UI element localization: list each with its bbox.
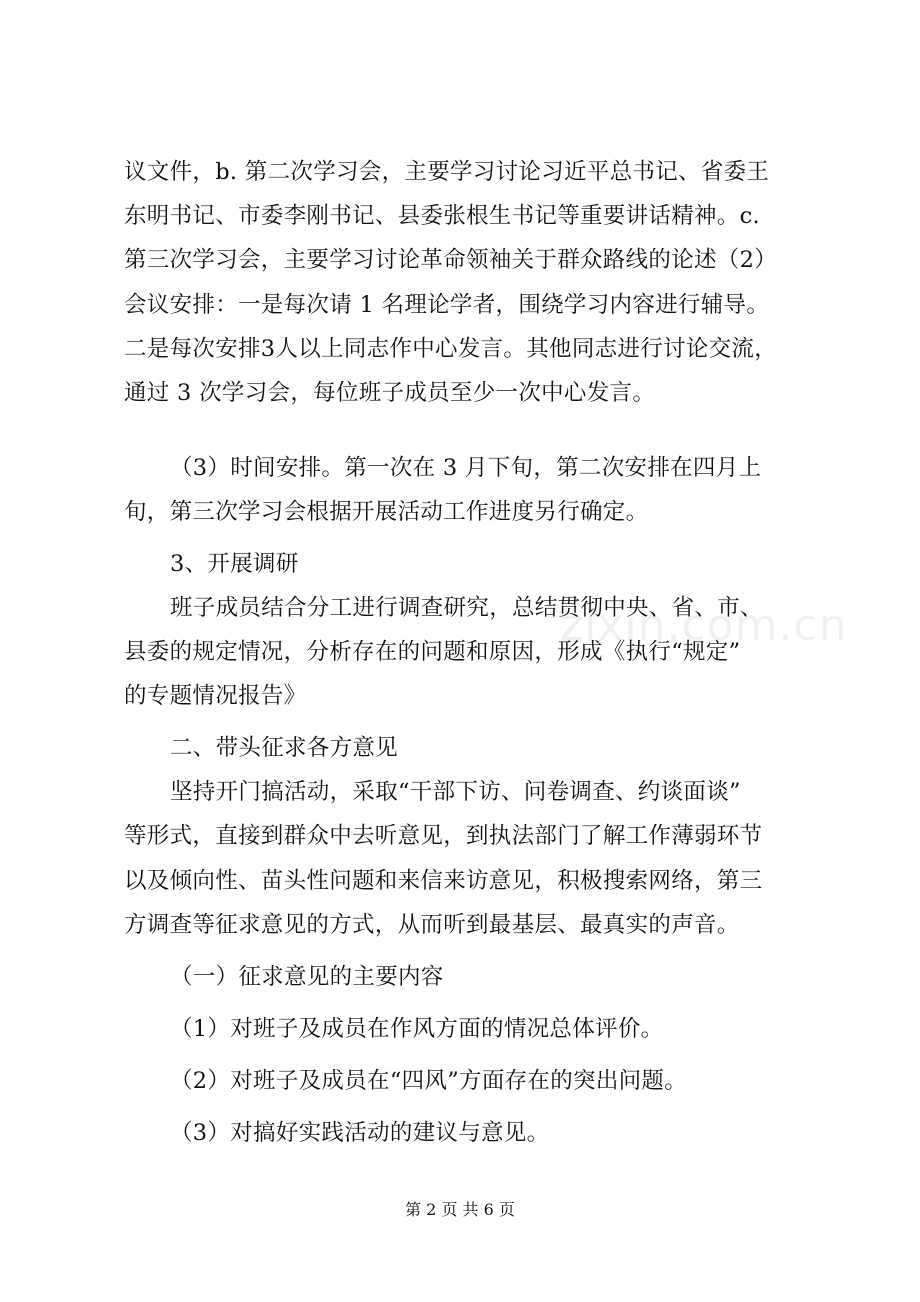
text-line: 县委的规定情况，分析存在的问题和原因，形成《执行“规定” bbox=[124, 639, 741, 665]
section-heading: 3、开展调研 bbox=[170, 551, 299, 577]
text-line: 以及倾向性、苗头性问题和来信来访意见，积极搜索网络，第三 bbox=[124, 868, 763, 894]
section-heading: 二、带头征求各方意见 bbox=[170, 735, 399, 761]
page-footer: 第 2 页 共 6 页 bbox=[405, 1200, 515, 1219]
text-line: 第三次学习会，主要学习讨论革命领袖关于群众路线的论述（2） bbox=[124, 247, 778, 273]
text-line: 会议安排：一是每次请 1 名理论学者，围绕学习内容进行辅导。 bbox=[124, 292, 770, 318]
paragraph-start: 坚持开门搞活动，采取“干部下访、问卷调查、约谈面谈” bbox=[170, 779, 741, 805]
list-item: （1）对班子及成员在作风方面的情况总体评价。 bbox=[170, 1016, 664, 1042]
text-line: 旬，第三次学习会根据开展活动工作进度另行确定。 bbox=[124, 499, 649, 525]
watermark: zixin.com.cn bbox=[560, 600, 848, 651]
subsection-heading: （一）征求意见的主要内容 bbox=[170, 964, 444, 990]
text-line: 通过 3 次学习会，每位班子成员至少一次中心发言。 bbox=[124, 380, 656, 406]
paragraph-start: 班子成员结合分工进行调查研究，总结贯彻中央、省、市、 bbox=[170, 595, 763, 621]
text-line: 议文件，b. 第二次学习会，主要学习讨论习近平总书记、省委王 bbox=[124, 159, 770, 185]
text-line: 东明书记、市委李刚书记、县委张根生书记等重要讲话精神。c. bbox=[124, 203, 760, 229]
list-item: （3）对搞好实践活动的建议与意见。 bbox=[170, 1120, 550, 1146]
list-item: （2）对班子及成员在“四风”方面存在的突出问题。 bbox=[170, 1068, 688, 1094]
paragraph-start: （3）时间安排。第一次在 3 月下旬，第二次安排在四月上 bbox=[170, 455, 762, 481]
text-line: 方调查等征求意见的方式，从而听到最基层、最真实的声音。 bbox=[124, 912, 740, 938]
text-line: 二是每次安排3人以上同志作中心发言。其他同志进行讨论交流， bbox=[124, 336, 778, 362]
text-line: 的专题情况报告》 bbox=[124, 683, 307, 709]
text-line: 等形式，直接到群众中去听意见，到执法部门了解工作薄弱环节 bbox=[124, 823, 763, 849]
